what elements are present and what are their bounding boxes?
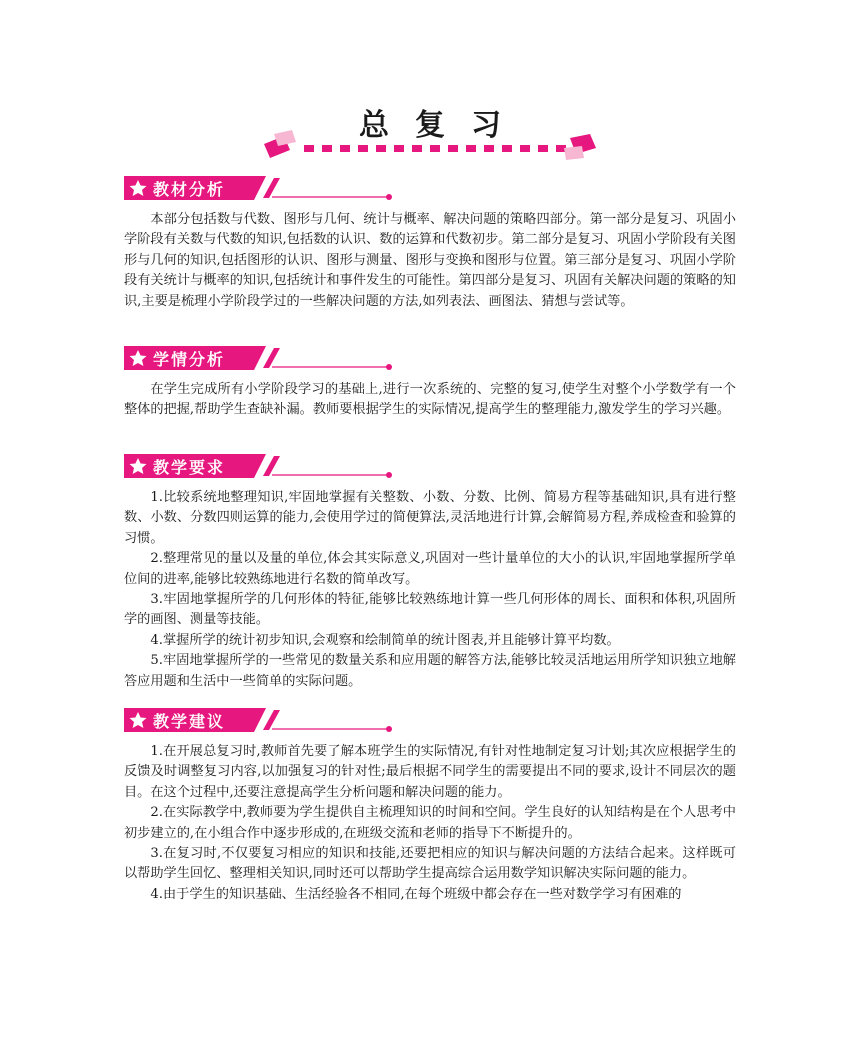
section-student-analysis [124,346,736,421]
paragraph: 2.整理常见的量以及量的单位,体会其实际意义,巩固对一些计量单位的大小的认识,牢固地掌握所学单位间的进率,能够比较熟练地进行名数的简单改写。 [124,551,736,587]
page-title: 总复习 [359,108,527,143]
paragraph: 5.牢固地掌握所学的一些常见的数量关系和应用题的解答方法,能够比较灵活地运用所学知识独立地解答应用题和生活中一些简单的实际问题。 [124,653,736,689]
section-teaching-requirements [124,454,736,692]
section-heading: 学情分析 [153,350,226,369]
paragraph: 3.在复习时,不仅要复习相应的知识和技能,还要把相应的知识与解决问题的方法结合起来。这样既可以帮助学生回忆、整理相关知识,同时还可以帮助学生提高综合运用数学知识解决实际问题的能力。 [124,846,736,882]
section-header [124,176,736,200]
section-header [124,346,736,370]
section-teaching-suggestions [124,708,736,905]
section-header [124,454,736,478]
section-header [124,708,736,732]
paragraph: 2.在实际教学中,教师要为学生提供自主梳理知识的时间和空间。学生良好的认知结构是在个人思考中初步建立的,在小组合作中逐步形成的,在班级交流和老师的指导下不断提升的。 [124,805,736,841]
section-heading: 教学要求 [153,458,226,477]
section-heading: 教材分析 [153,180,226,199]
paragraph: 3.牢固地掌握所学的几何形体的特征,能够比较熟练地计算一些几何形体的周长、面积和体积,巩固所学的画图、测量等技能。 [124,592,736,628]
paragraph: 在学生完成所有小学阶段学习的基础上,进行一次系统的、完整的复习,使学生对整个小学数学有一个整体的把握,帮助学生查缺补漏。教师要根据学生的实际情况,提高学生的整理能力,激发学生的学习兴趣。 [124,382,736,418]
paragraph: 本部分包括数与代数、图形与几何、统计与概率、解决问题的策略四部分。第一部分是复习、巩固小学阶段有关数与代数的知识,包括数的认识、数的运算和代数初步。第二部分是复习、巩固小学阶段有关图形与几何的知识,包括图形的认识、图形与测量、图形与变换和图形与位置。第三部分是复习、巩固小学阶段有关统计与概率的知识,包括统计和事件发生的可能性。第四部分是复习、巩固有关解决问题的策略的知识,主要是梳理小学阶段学过的一些解决问题的方法,如列表法、画图法、猜想与尝试等。 [124,212,736,309]
section-heading: 教学建议 [153,712,226,731]
paragraph: 1.比较系统地整理知识,牢固地掌握有关整数、小数、分数、比例、简易方程等基础知识,具有进行整数、小数、分数四则运算的能力,会使用学过的简便算法,灵活地进行计算,会解简易方程,养成检查和验算的习惯。 [124,490,736,546]
section-textbook-analysis [124,176,736,312]
paragraph: 4.由于学生的知识基础、生活经验各不相同,在每个班级中都会存在一些对数学学习有困难的 [150,886,682,902]
paragraph: 4.掌握所学的统计初步知识,会观察和绘制简单的统计图表,并且能够计算平均数。 [150,632,620,648]
title-decoration [260,130,600,160]
paragraph: 1.在开展总复习时,教师首先要了解本班学生的实际情况,有针对性地制定复习计划;其次应根据学生的反馈及时调整复习内容,以加强复习的针对性;最后根据不同学生的需要提出不同的要求,设计不同层次的题目。在这个过程中,还要注意提高学生分析问题和解决问题的能力。 [124,744,736,800]
